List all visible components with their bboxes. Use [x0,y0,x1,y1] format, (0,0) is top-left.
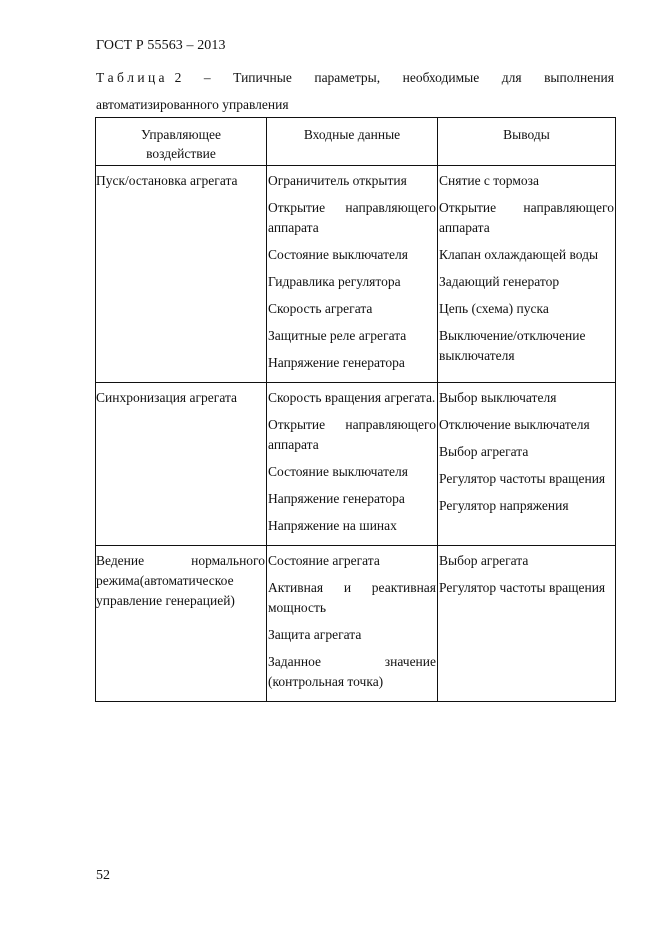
input-item: Заданное значение (контрольная точка) [268,654,436,689]
input-item: Скорость вращения агрегата. [268,390,436,405]
input-item: Активная и реактивная мощность [268,580,436,615]
caption-word: выполнения [544,70,614,85]
input-item: Открытие направляющего аппарата [268,417,436,452]
caption-dash: – [203,70,211,85]
input-item: Напряжение на шинах [268,518,397,533]
output-item: Цепь (схема) пуска [439,301,549,316]
input-item: Скорость агрегата [268,301,373,316]
input-item: Напряжение генератора [268,355,405,370]
action-cell [96,166,267,383]
input-item: Состояние выключателя [268,247,408,262]
action-text: Ведение нормального режима(автоматическое управление генерацией) [96,553,265,608]
output-item: Выбор агрегата [439,553,529,568]
output-item: Задающий генератор [439,274,560,289]
action-cell [96,546,267,702]
caption-line-1 [96,64,614,91]
outputs-cell [438,383,616,546]
table-row [96,166,616,383]
column-header-action: Управляющее воздействие [96,118,267,166]
input-item: Защита агрегата [268,627,362,642]
output-item: Регулятор напряжения [439,498,569,513]
caption-line-2: автоматизированного управления [96,97,289,112]
column-header-inputs: Входные данные [267,118,438,166]
input-item: Гидравлика регулятора [268,274,401,289]
output-item: Выбор агрегата [439,444,529,459]
caption-word: параметры, [314,70,381,85]
output-item: Регулятор частоты вращения [439,580,606,595]
input-item: Напряжение генератора [268,491,405,506]
input-item: Ограничитель открытия [268,173,407,188]
action-cell [96,383,267,546]
document-standard-header: ГОСТ Р 55563 – 2013 [96,38,226,53]
table-header-row [96,118,616,166]
output-item: Выключение/отключение выключателя [439,328,586,363]
caption-word: Типичные [233,70,292,85]
output-item: Клапан охлаждающей воды [439,247,599,262]
inputs-cell [267,166,438,383]
input-item: Защитные реле агрегата [268,328,407,343]
caption-word: для [501,70,522,85]
page-number: 52 [96,868,110,883]
input-item: Открытие направляющего аппарата [268,200,436,235]
input-item: Состояние агрегата [268,553,380,568]
input-item: Состояние выключателя [268,464,408,479]
output-item: Регулятор частоты вращения [439,471,606,486]
outputs-cell [438,546,616,702]
inputs-cell [267,546,438,702]
action-text: Синхронизация агрегата [96,390,238,405]
column-header-outputs: Выводы [438,118,616,166]
caption-table-label: Т а б л и ц а 2 [96,70,182,85]
outputs-cell [438,166,616,383]
output-item: Отключение выключателя [439,417,590,432]
table-caption [96,64,614,118]
output-item: Снятие с тормоза [439,173,539,188]
inputs-cell [267,383,438,546]
table-row [96,383,616,546]
parameters-table [95,117,616,702]
output-item: Открытие направляющего аппарата [439,200,614,235]
table-row [96,546,616,702]
caption-word: необходимые [402,70,480,85]
action-text: Пуск/остановка агрегата [96,173,238,188]
output-item: Выбор выключателя [439,390,557,405]
